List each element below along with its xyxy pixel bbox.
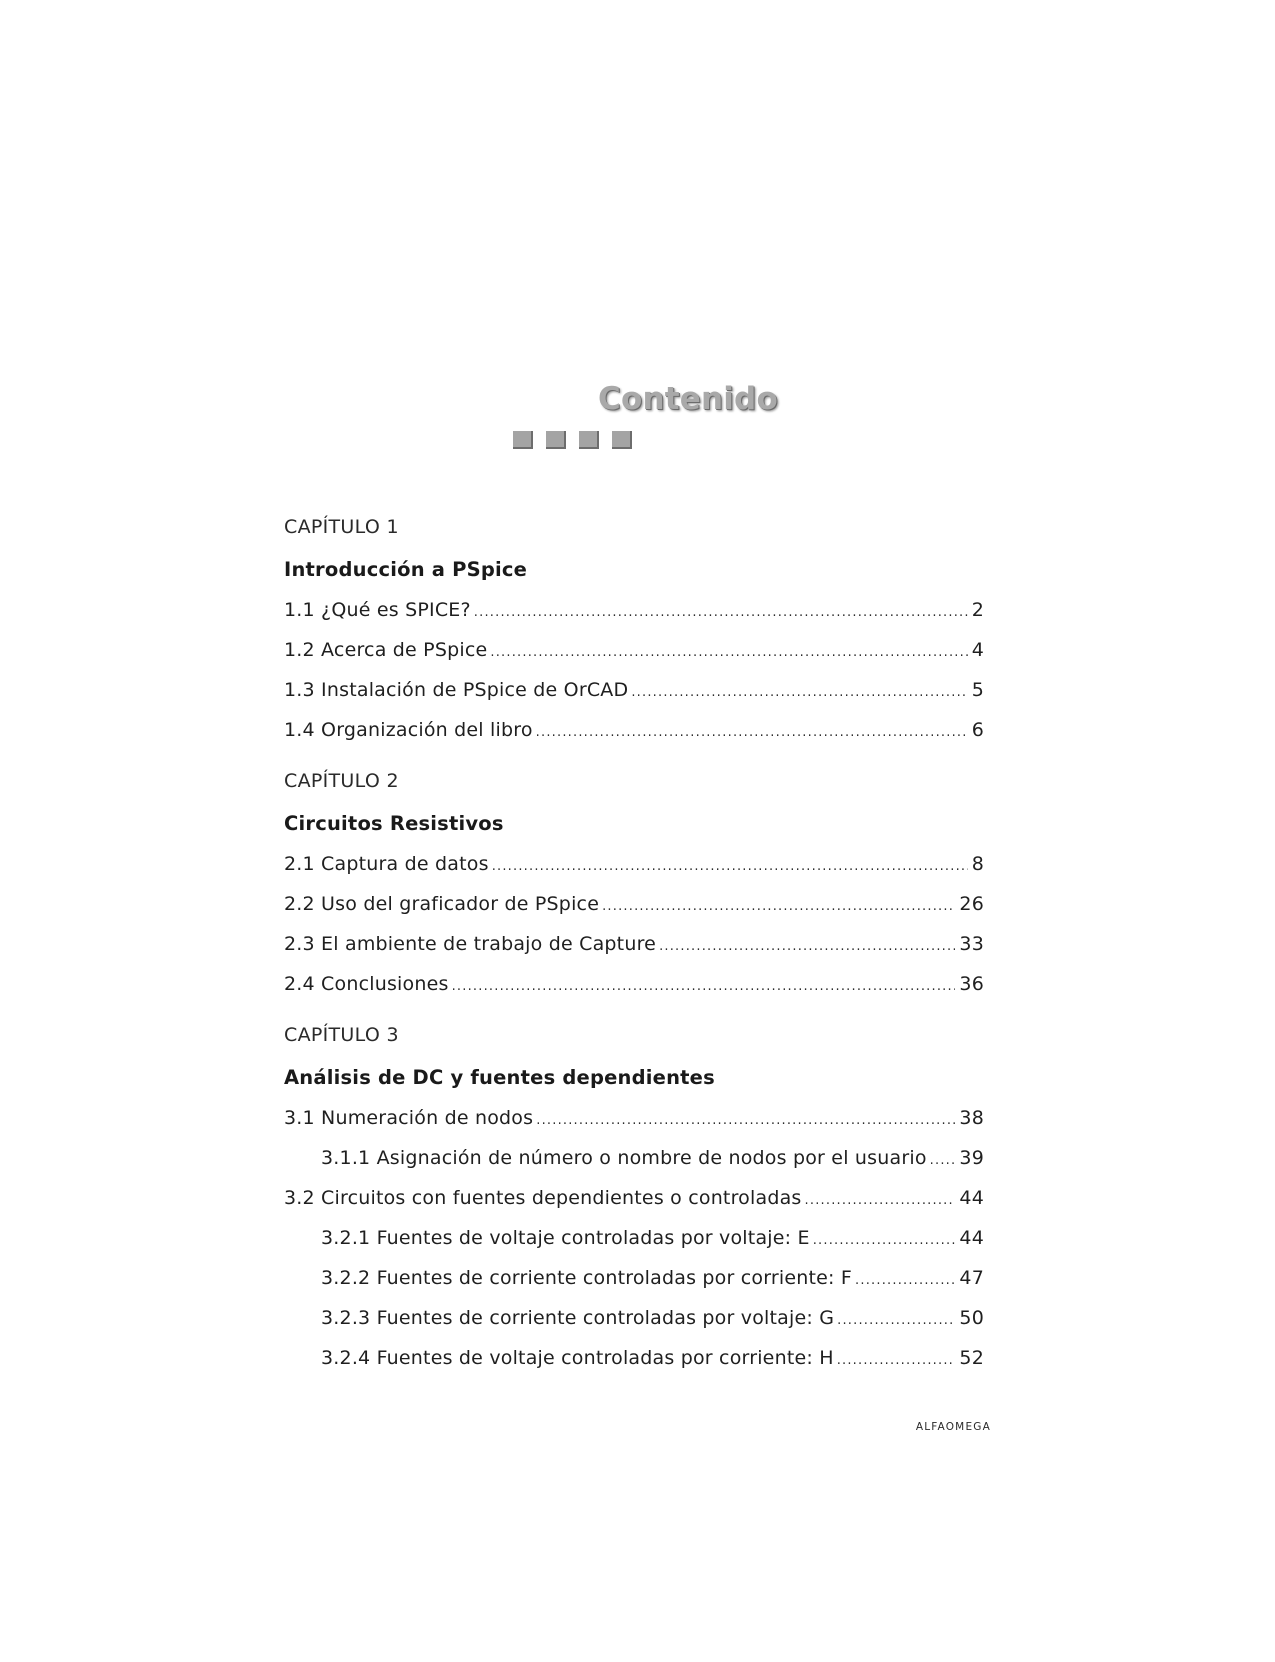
toc-entry-label: 1.4 Organización del libro [284, 719, 533, 741]
dot-leader [474, 598, 968, 628]
dot-leader [536, 718, 968, 748]
publisher-footer: ALFAOMEGA [915, 1421, 991, 1433]
table-of-contents [284, 512, 984, 1394]
toc-entry-page: 2 [971, 599, 984, 621]
dot-leader [855, 1266, 955, 1296]
toc-entry-page: 52 [959, 1347, 984, 1369]
decorative-square-icon [579, 431, 599, 449]
toc-entry-label: 2.4 Conclusiones [284, 973, 449, 995]
toc-entry-label: 2.2 Uso del graficador de PSpice [284, 893, 600, 915]
toc-entry[interactable] [284, 1103, 984, 1143]
toc-subentry[interactable] [284, 1263, 984, 1303]
toc-entry-label: 3.2.1 Fuentes de voltaje controladas por voltaje: E [321, 1227, 810, 1249]
decorative-square-icon [612, 431, 632, 449]
dot-leader [930, 1146, 956, 1176]
dot-leader [659, 932, 955, 962]
chapter-label: CAPÍTULO 2 [284, 770, 399, 792]
dot-leader [837, 1346, 956, 1376]
decorative-square-icon [546, 431, 566, 449]
dot-leader [536, 1106, 955, 1136]
toc-entry[interactable] [284, 635, 984, 675]
toc-entry[interactable] [284, 595, 984, 635]
decorative-squares [513, 431, 632, 451]
toc-entry-page: 44 [959, 1227, 984, 1249]
toc-entry[interactable] [284, 889, 984, 929]
dot-leader [602, 892, 955, 922]
dot-leader [631, 678, 967, 708]
chapter-1 [284, 512, 984, 755]
toc-entry-label: 3.2.4 Fuentes de voltaje controladas por corriente: H [321, 1347, 834, 1369]
toc-subentry[interactable] [284, 1303, 984, 1343]
chapter-2 [284, 766, 984, 1009]
toc-entry-page: 44 [959, 1187, 984, 1209]
toc-entry-page: 39 [959, 1147, 984, 1169]
toc-entry[interactable] [284, 969, 984, 1009]
dot-leader [492, 852, 968, 882]
chapter-title: Introducción a PSpice [284, 558, 528, 581]
toc-entry-label: 1.1 ¿Qué es SPICE? [284, 599, 471, 621]
toc-subentry[interactable] [284, 1143, 984, 1183]
dot-leader [805, 1186, 956, 1216]
dot-leader [490, 638, 967, 668]
toc-entry-page: 5 [971, 679, 984, 701]
toc-entry-page: 6 [971, 719, 984, 741]
toc-entry-label: 3.2.2 Fuentes de corriente controladas por corriente: F [321, 1267, 853, 1289]
toc-entry-page: 8 [971, 853, 984, 875]
page-title: Contenido [598, 381, 778, 417]
dot-leader [813, 1226, 956, 1256]
dot-leader [837, 1306, 955, 1336]
toc-entry-page: 47 [959, 1267, 984, 1289]
toc-entry[interactable] [284, 675, 984, 715]
chapter-title: Circuitos Resistivos [284, 812, 504, 835]
toc-entry-label: 1.3 Instalación de PSpice de OrCAD [284, 679, 629, 701]
toc-entry-page: 38 [959, 1107, 984, 1129]
toc-entry-label: 2.1 Captura de datos [284, 853, 489, 875]
toc-entry-label: 3.1 Numeración de nodos [284, 1107, 534, 1129]
chapter-title: Análisis de DC y fuentes dependientes [284, 1066, 715, 1089]
chapter-label: CAPÍTULO 3 [284, 1024, 399, 1046]
toc-entry[interactable] [284, 715, 984, 755]
toc-entry[interactable] [284, 849, 984, 889]
toc-entry-page: 33 [959, 933, 984, 955]
toc-entry-label: 3.1.1 Asignación de número o nombre de nodos por el usuario [321, 1147, 927, 1169]
toc-entry-label: 3.2 Circuitos con fuentes dependientes o controladas [284, 1187, 802, 1209]
toc-entry[interactable] [284, 1183, 984, 1223]
toc-entry-page: 26 [959, 893, 984, 915]
decorative-square-icon [513, 431, 533, 449]
toc-subentry[interactable] [284, 1343, 984, 1383]
toc-entry-page: 50 [959, 1307, 984, 1329]
toc-entry-label: 3.2.3 Fuentes de corriente controladas por voltaje: G [321, 1307, 835, 1329]
toc-entry-page: 36 [959, 973, 984, 995]
chapter-label: CAPÍTULO 1 [284, 516, 399, 538]
toc-entry-label: 2.3 El ambiente de trabajo de Capture [284, 933, 657, 955]
toc-subentry[interactable] [284, 1223, 984, 1263]
toc-entry-label: 1.2 Acerca de PSpice [284, 639, 488, 661]
chapter-3 [284, 1020, 984, 1383]
toc-entry[interactable] [284, 929, 984, 969]
toc-entry-page: 4 [971, 639, 984, 661]
dot-leader [452, 972, 956, 1002]
